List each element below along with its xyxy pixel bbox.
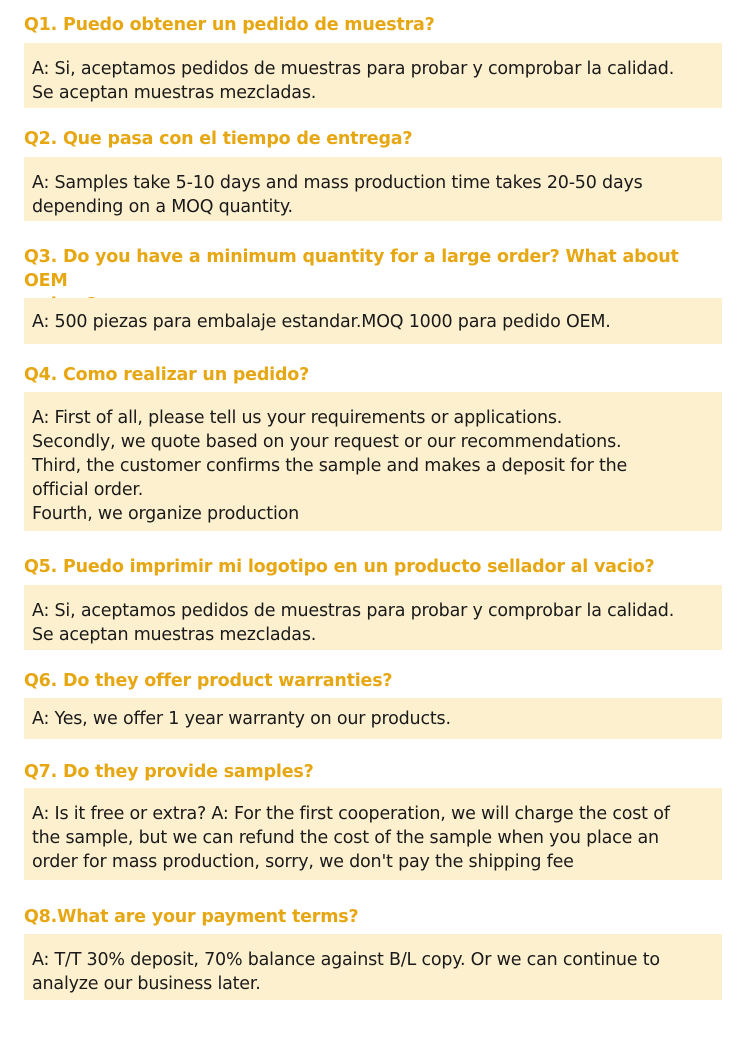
faq-answer-4: A: First of all, please tell us your requirements or applications. Secondly, we quote based on your request or our recommendations. Third, the customer confirms the sample and makes a deposit for the official order. Fourth, we organize production <box>24 392 722 531</box>
faq-answer-6: A: Yes, we offer 1 year warranty on our products. <box>24 698 722 739</box>
faq-question-5: Q5. Puedo imprimir mi logotipo en un producto sellador al vacio? <box>24 557 655 577</box>
faq-question-2: Q2. Que pasa con el tiempo de entrega? <box>24 129 413 149</box>
faq-question-1: Q1. Puedo obtener un pedido de muestra? <box>24 15 435 35</box>
faq-question-6: Q6. Do they offer product warranties? <box>24 671 393 691</box>
faq-answer-1: A: Si, aceptamos pedidos de muestras para probar y comprobar la calidad. Se aceptan muestras mezcladas. <box>24 43 722 108</box>
faq-question-7: Q7. Do they provide samples? <box>24 762 314 782</box>
faq-answer-7: A: Is it free or extra? A: For the first cooperation, we will charge the cost of the sample, but we can refund the cost of the sample when you place an order for mass production, sorry, we don't pay the shipping fee <box>24 788 722 880</box>
faq-answer-3: A: 500 piezas para embalaje estandar.MOQ 1000 para pedido OEM. <box>24 298 722 344</box>
faq-answer-2: A: Samples take 5-10 days and mass production time takes 20-50 days depending on a MOQ quantity. <box>24 157 722 221</box>
faq-answer-5: A: Si, aceptamos pedidos de muestras para probar y comprobar la calidad. Se aceptan muestras mezcladas. <box>24 585 722 650</box>
faq-answer-8: A: T/T 30% deposit, 70% balance against B/L copy. Or we can continue to analyze our business later. <box>24 934 722 1000</box>
faq-question-3: Q3. Do you have a minimum quantity for a large order? What about OEM <box>24 247 679 291</box>
faq-question-8: Q8.What are your payment terms? <box>24 907 359 927</box>
faq-question-4: Q4. Como realizar un pedido? <box>24 365 310 385</box>
